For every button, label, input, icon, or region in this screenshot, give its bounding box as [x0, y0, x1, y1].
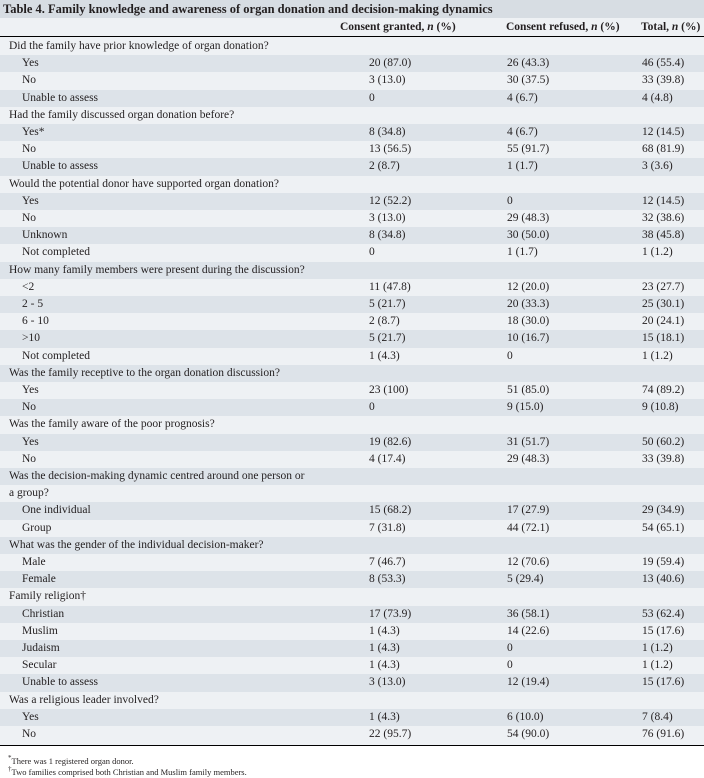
answer-label: >10: [22, 332, 40, 345]
answer-row: [0, 193, 704, 210]
total-cell: 74 (89.2): [642, 384, 685, 396]
consent-refused-cell: 9 (15.0): [507, 401, 544, 414]
consent-granted-cell: 1 (4.3): [369, 349, 400, 362]
answer-label: No: [22, 401, 37, 414]
answer-label: Yes: [22, 57, 39, 70]
total-cell: 33 (39.8): [642, 452, 685, 465]
answer-row: [0, 502, 704, 519]
answer-label: Christian: [22, 607, 65, 620]
answer-label: Secular: [22, 659, 57, 672]
consent-refused-cell: 17 (27.9): [507, 504, 550, 517]
header-total-suffix: (%): [678, 21, 701, 33]
answer-label: No: [22, 728, 37, 740]
consent-granted-cell: 11 (47.8): [369, 280, 411, 293]
total-cell: 7 (8.4): [642, 710, 673, 723]
consent-granted-cell: 0: [369, 91, 375, 104]
question-label: Would the potential donor have supported organ donation?: [9, 177, 280, 190]
header-consent-refused: [506, 20, 620, 34]
footnote-mark: *: [8, 754, 12, 763]
total-cell: 68 (81.9): [642, 143, 685, 156]
consent-granted-cell: 7 (31.8): [369, 521, 406, 534]
consent-refused-cell: 0: [507, 659, 513, 672]
consent-refused-cell: 14 (22.6): [507, 624, 550, 637]
consent-granted-cell: 1 (4.3): [369, 710, 400, 723]
consent-refused-cell: 31 (51.7): [507, 435, 550, 448]
answer-row: [0, 674, 704, 691]
consent-refused-cell: 36 (58.1): [507, 607, 550, 620]
consent-granted-cell: 8 (34.8): [369, 126, 406, 138]
total-cell: 15 (17.6): [642, 676, 685, 689]
footnote: [8, 756, 704, 767]
total-cell: 33 (39.8): [642, 74, 685, 87]
header-consent-granted: [340, 20, 456, 34]
consent-refused-cell: 0: [507, 642, 513, 654]
answer-row: [0, 244, 704, 261]
consent-refused-cell: 1 (1.7): [507, 160, 538, 173]
answer-label: No: [22, 143, 37, 156]
total-cell: 54 (65.1): [642, 521, 685, 534]
consent-refused-cell: 5 (29.4): [507, 573, 544, 586]
question-row: [0, 416, 704, 433]
total-cell: 1 (1.2): [642, 659, 673, 672]
answer-label: 6 - 10: [22, 315, 49, 328]
total-cell: 50 (60.2): [642, 435, 685, 448]
header-granted-text: Consent granted,: [340, 21, 428, 33]
answer-row: [0, 451, 704, 468]
answer-label: Male: [22, 556, 46, 568]
consent-granted-cell: 2 (8.7): [369, 160, 400, 173]
answer-row: [0, 520, 704, 537]
header-total: [641, 20, 700, 34]
answer-row: [0, 90, 704, 107]
consent-granted-cell: 7 (46.7): [369, 556, 406, 568]
question-label: Family religion†: [9, 590, 86, 603]
answer-label: 2 - 5: [22, 298, 44, 310]
consent-refused-cell: 29 (48.3): [507, 452, 550, 465]
total-cell: 19 (59.4): [642, 556, 685, 568]
answer-label: Female: [22, 573, 56, 586]
consent-refused-cell: 26 (43.3): [507, 57, 550, 70]
consent-refused-cell: 0: [507, 349, 513, 362]
question-label: a group?: [9, 487, 49, 500]
question-row: [0, 38, 704, 55]
answer-row: [0, 554, 704, 571]
consent-refused-cell: 30 (37.5): [507, 74, 550, 87]
consent-granted-cell: 23 (100): [369, 384, 409, 396]
question-row: [0, 176, 704, 193]
footnote: [8, 767, 704, 778]
consent-granted-cell: 3 (13.0): [369, 676, 406, 689]
answer-row: [0, 296, 704, 313]
header-total-n: n: [671, 21, 679, 33]
answer-label: Yes: [22, 194, 39, 207]
consent-refused-cell: 1 (1.7): [507, 246, 538, 259]
answer-label: Unknown: [22, 229, 68, 242]
total-cell: 15 (17.6): [642, 624, 685, 637]
answer-label: Unable to assess: [22, 91, 99, 104]
header-refused-n: n: [591, 21, 598, 33]
answer-row: [0, 399, 704, 416]
answer-row: [0, 158, 704, 175]
answer-label: Yes*: [22, 126, 45, 138]
table-title: Table 4. Family knowledge and awareness of organ donation and decision-making dynamics: [0, 0, 704, 18]
answer-row: [0, 55, 704, 72]
consent-granted-cell: 19 (82.6): [369, 435, 412, 448]
total-cell: 25 (30.1): [642, 298, 685, 310]
question-row: [0, 485, 704, 502]
answer-row: [0, 141, 704, 158]
answer-row: [0, 124, 704, 141]
consent-refused-cell: 55 (91.7): [507, 143, 550, 156]
answer-row: [0, 348, 704, 365]
answer-label: Unable to assess: [22, 676, 99, 689]
consent-refused-cell: 6 (10.0): [507, 710, 544, 723]
consent-refused-cell: 12 (19.4): [507, 676, 550, 689]
answer-label: Unable to assess: [22, 160, 99, 173]
consent-refused-cell: 0: [507, 194, 513, 207]
total-cell: 29 (34.9): [642, 504, 685, 517]
consent-refused-cell: 4 (6.7): [507, 126, 538, 138]
answer-row: [0, 279, 704, 296]
consent-refused-cell: 10 (16.7): [507, 332, 550, 345]
answer-row: [0, 434, 704, 451]
answer-row: [0, 210, 704, 227]
consent-granted-cell: 13 (56.5): [369, 143, 412, 156]
total-cell: 4 (4.8): [642, 91, 673, 104]
total-cell: 13 (40.6): [642, 573, 685, 586]
total-cell: 20 (24.1): [642, 315, 685, 328]
total-cell: 32 (38.6): [642, 212, 685, 224]
question-label: Was the family aware of the poor prognosis?: [9, 418, 215, 431]
question-label: Was the family receptive to the organ donation discussion?: [9, 366, 280, 379]
consent-granted-cell: 0: [369, 401, 375, 414]
consent-refused-cell: 18 (30.0): [507, 315, 550, 328]
question-label: What was the gender of the individual decision-maker?: [9, 538, 264, 551]
question-row: [0, 537, 704, 554]
question-row: [0, 588, 704, 605]
header-total-text: Total,: [641, 21, 672, 33]
consent-refused-cell: 4 (6.7): [507, 91, 538, 104]
question-label: Was the decision-making dynamic centred around one person or: [9, 470, 305, 482]
total-cell: 76 (91.6): [642, 728, 685, 740]
table-header-row: [0, 18, 704, 37]
total-cell: 9 (10.8): [642, 401, 679, 414]
consent-granted-cell: 2 (8.7): [369, 315, 400, 328]
answer-row: [0, 640, 704, 657]
total-cell: 15 (18.1): [642, 332, 685, 345]
header-granted-suffix: (%): [433, 21, 456, 33]
total-cell: 53 (62.4): [642, 607, 685, 620]
consent-granted-cell: 1 (4.3): [369, 659, 400, 672]
header-refused-text: Consent refused,: [506, 21, 592, 33]
question-label: Had the family discussed organ donation before?: [9, 108, 235, 121]
answer-label: Yes: [22, 710, 39, 723]
total-cell: 38 (45.8): [642, 229, 685, 242]
question-row: [0, 107, 704, 124]
answer-label: <2: [22, 280, 35, 293]
total-cell: 1 (1.2): [642, 642, 673, 654]
answer-label: No: [22, 212, 37, 224]
total-cell: 12 (14.5): [642, 126, 685, 138]
total-cell: 1 (1.2): [642, 246, 673, 259]
consent-refused-cell: 20 (33.3): [507, 298, 550, 310]
answer-label: Not completed: [22, 349, 91, 362]
total-cell: 3 (3.6): [642, 160, 673, 173]
consent-granted-cell: 8 (53.3): [369, 573, 406, 586]
answer-row: [0, 726, 704, 743]
consent-refused-cell: 29 (48.3): [507, 212, 550, 224]
total-cell: 23 (27.7): [642, 280, 685, 293]
consent-granted-cell: 1 (4.3): [369, 642, 400, 654]
answer-row: [0, 606, 704, 623]
consent-granted-cell: 4 (17.4): [369, 452, 406, 465]
consent-granted-cell: 5 (21.7): [369, 332, 406, 345]
consent-refused-cell: 54 (90.0): [507, 728, 550, 740]
question-row: [0, 468, 704, 485]
answer-label: One individual: [22, 504, 91, 517]
consent-refused-cell: 12 (20.0): [507, 280, 550, 293]
answer-label: No: [22, 452, 37, 465]
question-label: How many family members were present during the discussion?: [9, 263, 305, 276]
consent-granted-cell: 12 (52.2): [369, 194, 412, 207]
consent-refused-cell: 12 (70.6): [507, 556, 550, 568]
header-refused-suffix: (%): [597, 21, 620, 33]
data-table: [0, 18, 704, 745]
answer-label: Not completed: [22, 246, 91, 259]
question-row: [0, 365, 704, 382]
consent-granted-cell: 20 (87.0): [369, 57, 412, 70]
question-row: [0, 692, 704, 709]
answer-label: Yes: [22, 435, 39, 448]
question-label: Did the family have prior knowledge of organ donation?: [9, 40, 269, 52]
consent-granted-cell: 3 (13.0): [369, 212, 406, 224]
footnote-text: Two families comprised both Christian and Muslim family members.: [11, 767, 247, 777]
consent-granted-cell: 22 (95.7): [369, 728, 412, 740]
answer-row: [0, 227, 704, 244]
consent-refused-cell: 44 (72.1): [507, 521, 550, 534]
answer-label: Muslim: [22, 624, 58, 637]
footnote-text: There was 1 registered organ donor.: [11, 756, 134, 766]
answer-row: [0, 382, 704, 399]
header-granted-n: n: [427, 21, 434, 33]
total-cell: 12 (14.5): [642, 194, 685, 207]
table-footnotes: [0, 745, 704, 778]
answer-row: [0, 313, 704, 330]
answer-row: [0, 72, 704, 89]
consent-granted-cell: 5 (21.7): [369, 298, 406, 310]
consent-refused-cell: 51 (85.0): [507, 384, 550, 396]
answer-row: [0, 330, 704, 347]
question-label: Was a religious leader involved?: [9, 693, 159, 706]
consent-granted-cell: 17 (73.9): [369, 607, 412, 620]
consent-refused-cell: 30 (50.0): [507, 229, 550, 242]
consent-granted-cell: 8 (34.8): [369, 229, 406, 242]
answer-label: Group: [22, 521, 52, 534]
consent-granted-cell: 1 (4.3): [369, 624, 400, 637]
answer-row: [0, 623, 704, 640]
answer-label: Yes: [22, 384, 39, 396]
footnote-mark: †: [8, 765, 12, 774]
answer-label: No: [22, 74, 37, 87]
answer-row: [0, 657, 704, 674]
answer-row: [0, 709, 704, 726]
answer-label: Judaism: [22, 642, 60, 654]
question-row: [0, 262, 704, 279]
total-cell: 1 (1.2): [642, 349, 673, 362]
answer-row: [0, 571, 704, 588]
consent-granted-cell: 15 (68.2): [369, 504, 412, 517]
total-cell: 46 (55.4): [642, 57, 685, 70]
consent-granted-cell: 0: [369, 246, 375, 259]
consent-granted-cell: 3 (13.0): [369, 74, 406, 87]
